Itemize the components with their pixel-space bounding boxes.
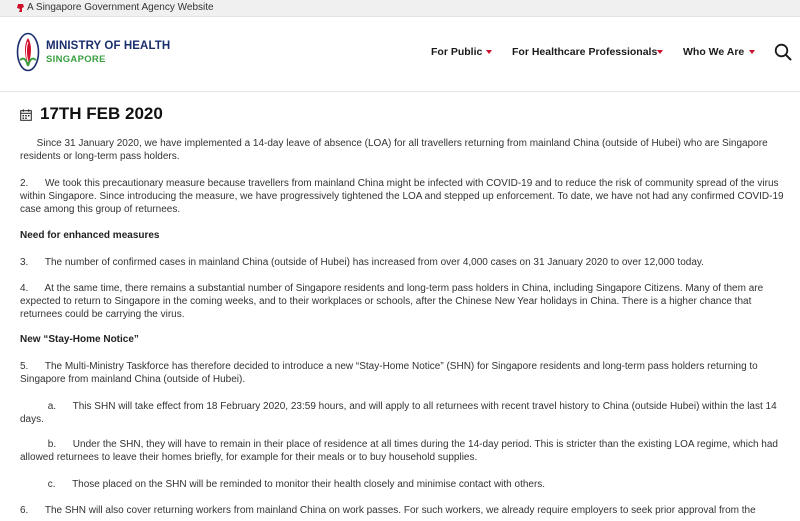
gov-banner — [0, 0, 800, 17]
calendar-icon — [20, 109, 32, 121]
header-divider — [0, 91, 800, 92]
paragraph-5a: a. This SHN will take effect from 18 February 2020, 23:59 hours, and will apply to all returnees with recent travel history to China (outside Hubei) within the last 14 days. — [20, 401, 780, 425]
nav-for-public[interactable] — [431, 46, 482, 58]
brand-country[interactable]: SINGAPORE — [46, 54, 106, 65]
site-header — [0, 17, 800, 91]
search-icon[interactable] — [774, 43, 792, 61]
nav-who-we-are[interactable] — [683, 46, 744, 58]
paragraph-3: 3. The number of confirmed cases in mainland China (outside of Hubei) has increased from over 4,000 cases on 31 January 2020 to over 12,000 today. — [20, 257, 704, 268]
paragraph-5b: b. Under the SHN, they will have to remain in their place of residence at all times during the 14-day period. This is stricter than the existing LOA regime, which had allowed returnees to leave their homes briefly, for example for their meals or to buy household supplies. — [20, 439, 781, 463]
moh-logo[interactable] — [16, 32, 40, 72]
chevron-down-icon — [486, 50, 492, 54]
paragraph-4: 4. At the same time, there remains a substantial number of Singapore residents and long-term pass holders in China, including Singapore Citizens. Many of them are expected to return to Singapore in the coming weeks, and to their workplaces or schools, after the Chinese New Year holidays in China. There is a higher chance that returnees could be carrying the virus. — [20, 283, 766, 320]
brand-name[interactable]: MINISTRY OF HEALTH — [46, 40, 171, 52]
nav-for-public-label: For Public — [431, 46, 483, 58]
section-heading-stay-home-notice: New “Stay-Home Notice” — [20, 334, 139, 345]
nav-for-healthcare-professionals[interactable] — [512, 46, 657, 58]
chevron-down-icon — [749, 50, 755, 54]
paragraph-2: 2. We took this precautionary measure because travellers from mainland China might be infected with COVID-19 and to reduce the risk of community spread of the virus within Singapore. Since introducing the measure, we have progressively tightened the LOA and stepped up enforcement. To date, we have not had any confirmed COVID-19 case among this group of returnees. — [20, 178, 787, 215]
article-date: 17TH FEB 2020 — [40, 104, 163, 123]
paragraph-1: Since 31 January 2020, we have implemented a 14-day leave of absence (LOA) for all travellers returning from mainland China (outside of Hubei) who are Singapore residents or long-term pass holders. — [20, 138, 771, 162]
paragraph-5: 5. The Multi-Ministry Taskforce has therefore decided to introduce a new “Stay-Home Notice” (SHN) for Singapore residents and long-term pass holders returning to Singapore from mainland China (outside of Hubei). — [20, 361, 761, 385]
section-heading-enhanced-measures: Need for enhanced measures — [20, 230, 160, 241]
paragraph-6: 6. The SHN will also cover returning workers from mainland China on work passes. For such workers, we already require employers to seek prior approval from the — [20, 505, 756, 516]
nav-for-healthcare-professionals-label: For Healthcare Professionals — [512, 46, 658, 58]
nav-who-we-are-label: Who We Are — [683, 46, 745, 58]
chevron-down-icon — [657, 50, 663, 54]
gov-banner-text: A Singapore Government Agency Website — [27, 2, 214, 13]
paragraph-5c: c. Those placed on the SHN will be reminded to monitor their health closely and minimise contact with others. — [20, 479, 546, 490]
lion-head-icon — [17, 4, 24, 12]
